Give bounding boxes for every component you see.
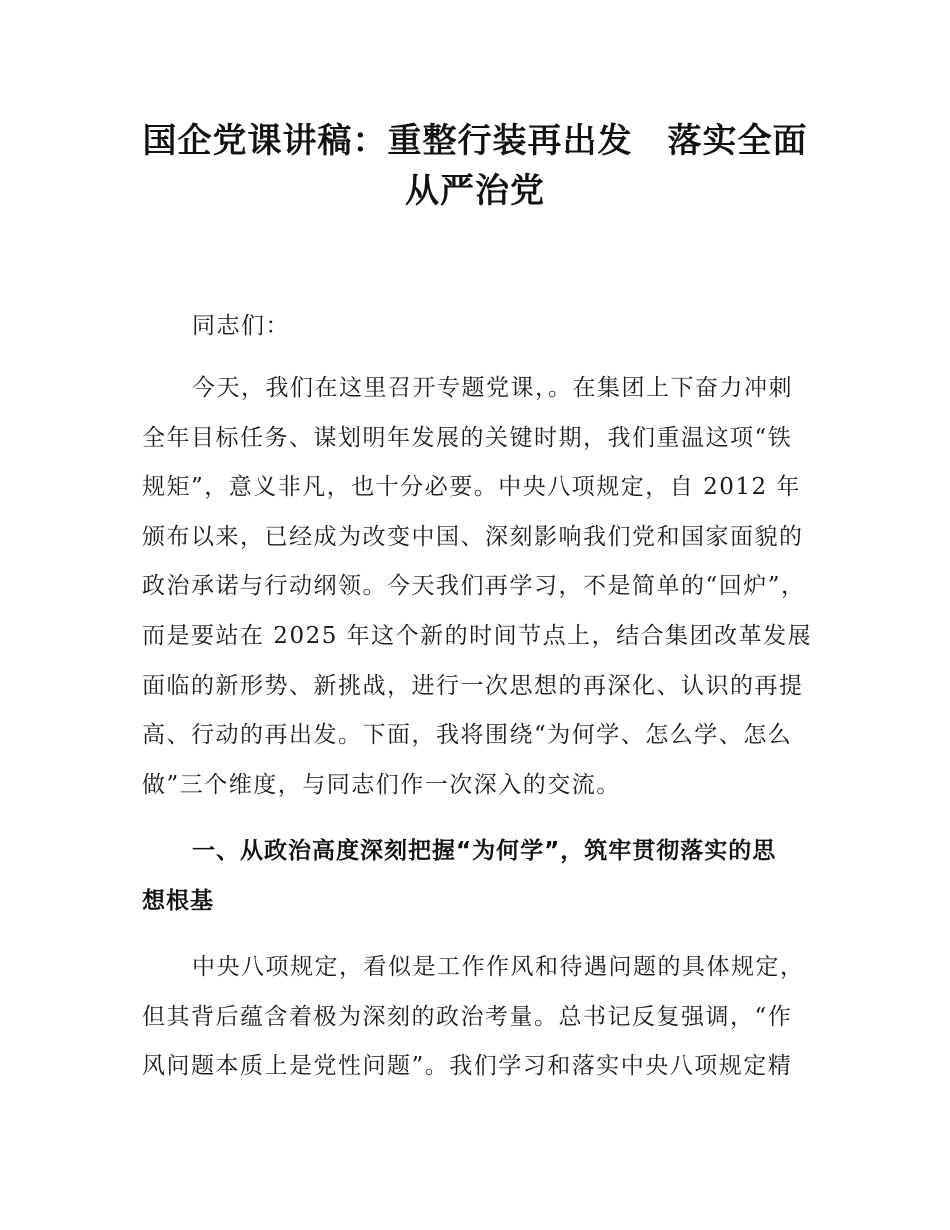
salutation: 同志们： [192, 313, 290, 339]
intro-line: 颁布以来，已经成为改变中国、深刻影响我们党和国家面貌的 [142, 523, 804, 550]
intro-line: 而是要站在 2025 年这个新的时间节点上，结合集团改革发展 [142, 622, 813, 649]
salutation-paragraph [142, 302, 822, 352]
intro-line: 今天，我们在这里召开专题党课，。在集团上下奋力冲刺 [192, 375, 793, 401]
intro-paragraph [142, 364, 822, 810]
intro-line: 全年目标任务、谋划明年发展的关键时期，我们重温这项“铁 [142, 424, 793, 451]
document-title [120, 116, 830, 216]
title-line-1: 国企党课讲稿：重整行装再出发 落实全面 [142, 121, 808, 161]
intro-line: 做”三个维度，与同志们作一次深入的交流。 [142, 771, 621, 798]
section-1-paragraph [142, 943, 822, 1092]
title-line-2: 从严治党 [405, 171, 545, 211]
intro-line: 面临的新形势、新挑战，进行一次思想的再深化、认识的再提 [142, 672, 804, 699]
intro-line: 政治承诺与行动纲领。今天我们再学习，不是简单的“回炉”， [142, 573, 806, 600]
intro-line: 规矩”，意义非凡，也十分必要。中央八项规定，自 2012 年 [142, 474, 801, 501]
section-1-heading [142, 827, 822, 926]
section-heading-line: 一、从政治高度深刻把握“为何学”，筑牢贯彻落实的思 [192, 838, 777, 864]
intro-line: 高、行动的再出发。下面，我将围绕“为何学、怎么学、怎么 [142, 722, 793, 749]
section-paragraph-line: 风问题本质上是党性问题”。我们学习和落实中央八项规定精 [142, 1053, 793, 1080]
section-heading-line: 想根基 [142, 887, 214, 914]
section-paragraph-line: 但其背后蕴含着极为深刻的政治考量。总书记反复强调，“作 [142, 1003, 793, 1030]
section-paragraph-line: 中央八项规定，看似是工作作风和待遇问题的具体规定， [192, 954, 805, 980]
